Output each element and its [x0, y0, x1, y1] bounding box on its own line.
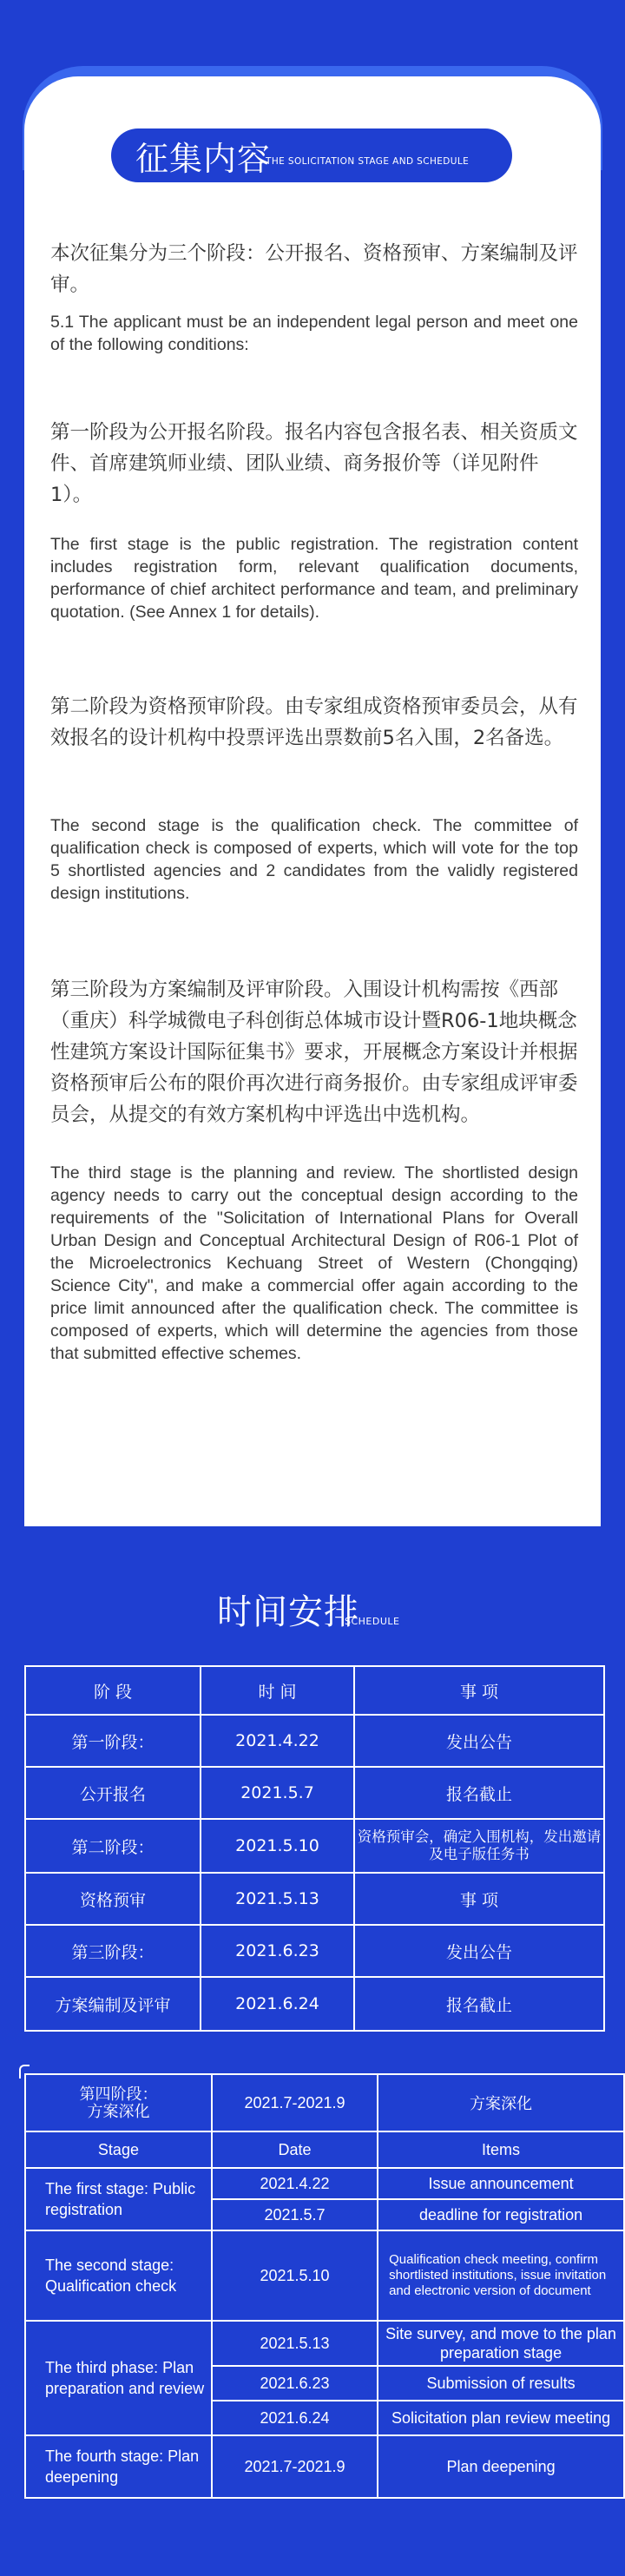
section-title-pill: [111, 128, 512, 182]
header-date: Date: [212, 2131, 378, 2168]
table-row: [25, 2321, 624, 2366]
stage2-en: The second stage is the qualification check. The committee of qualification check is composed of experts, which will vote for the top 5 shortlisted agencies and 2 candidates from the validly registered design institutions.: [50, 816, 578, 903]
stage3-en: The third stage is the planning and review. The shortlisted design agency needs to carry out the conceptual design according to the requirements of the "Solicitation of International Plans for Overall Urban Design and Conceptual Architectural Design of R06-1 Plot of the Microelectronics Kechuang Street of Western (Chongqing) Science City", and make a commercial offer again according to the price limit announced after the qualification check. The committee is composed of experts, which will determine the agencies from those that submitted effective schemes.: [50, 1163, 578, 1363]
intro-cn: 本次征集分为三个阶段：公开报名、资格预审、方案编制及评审。: [50, 242, 578, 296]
row-date: 2021.5.13: [212, 2321, 378, 2366]
table-row: [25, 2435, 624, 2498]
row-stage: 方案编制及评审: [25, 1977, 201, 2031]
row-date: 2021.7-2021.9: [212, 2074, 378, 2131]
row-date: 2021.4.22: [201, 1715, 354, 1767]
header-stage: Stage: [25, 2131, 212, 2168]
row-item: 报名截止: [354, 1767, 604, 1819]
row-item: Plan deepening: [378, 2435, 624, 2498]
header-date: 时 间: [201, 1666, 354, 1715]
row-stage: 第三阶段：: [25, 1925, 201, 1977]
row-date: 2021.6.24: [201, 1977, 354, 2031]
table-row: [25, 1819, 604, 1873]
row-stage: 第二阶段：: [25, 1819, 201, 1873]
table-row: [25, 1873, 604, 1925]
row-item: Submission of results: [378, 2366, 624, 2401]
stage1-en: The first stage is the public registration. The registration content includes registration form, relevant qualification documents, performance of chief architect performance and team, and preliminary quotation. (See Annex 1 for details).: [50, 535, 578, 622]
stage4-label-line1: 第四阶段：: [79, 2085, 158, 2103]
row-date: 2021.6.24: [212, 2401, 378, 2435]
intro-en: 5.1 The applicant must be an independent legal person and meet one of the following conditions:: [50, 313, 578, 354]
row-stage: [25, 2074, 212, 2131]
row-date: 2021.5.10: [212, 2230, 378, 2321]
row-item: Site survey, and move to the plan preparation stage: [378, 2321, 624, 2366]
stage3-cn: 第三阶段为方案编制及评审阶段。入围设计机构需按《西部（重庆）科学城微电子科创街总体城市设计暨R06-1地块概念性建筑方案设计国际征集书》要求，开展概念方案设计并根据资格预审后公布的限价再次进行商务报价。由专家组成评审委员会，从提交的有效方案机构中评选出中选机构。: [50, 978, 578, 1126]
table-row: [25, 2074, 624, 2131]
table-row: [25, 1715, 604, 1767]
row-item: Solicitation plan review meeting: [378, 2401, 624, 2435]
row-date: 2021.5.10: [201, 1819, 354, 1873]
row-stage: The fourth stage: Plan deepening: [25, 2435, 212, 2498]
schedule-table-cn: [24, 1665, 605, 2032]
row-item: deadline for registration: [378, 2199, 624, 2230]
schedule-title-cn: 时间安排: [217, 1592, 359, 1632]
table-row: [25, 1977, 604, 2031]
schedule-table-en: [24, 2073, 625, 2499]
table-row: [25, 2230, 624, 2321]
row-date: 2021.6.23: [201, 1925, 354, 1977]
header-items: Items: [378, 2131, 624, 2168]
stage1-cn: 第一阶段为公开报名阶段。报名内容包含报名表、相关资质文件、首席建筑师业绩、团队业绩、商务报价等（详见附件1）。: [50, 421, 578, 506]
row-stage: The first stage: Public registration: [25, 2168, 212, 2230]
table-header-row: [25, 1666, 604, 1715]
table-row: [25, 1925, 604, 1977]
table-header-row: [25, 2131, 624, 2168]
header-items: 事 项: [354, 1666, 604, 1715]
row-date: 2021.6.23: [212, 2366, 378, 2401]
row-date: 2021.7-2021.9: [212, 2435, 378, 2498]
stage2-cn: 第二阶段为资格预审阶段。由专家组成资格预审委员会，从有效报名的设计机构中投票评选出票数前5名入围，2名备选。: [50, 695, 578, 749]
row-item: Qualification check meeting, confirm shortlisted institutions, issue invitation and electronic version of document: [378, 2230, 624, 2321]
row-stage: The third phase: Plan preparation and review: [25, 2321, 212, 2435]
row-stage: 公开报名: [25, 1767, 201, 1819]
row-item: 报名截止: [354, 1977, 604, 2031]
row-stage: 第一阶段：: [25, 1715, 201, 1767]
content-card: [24, 76, 601, 1526]
row-stage: 资格预审: [25, 1873, 201, 1925]
row-item: 方案深化: [378, 2074, 624, 2131]
row-date: 2021.4.22: [212, 2168, 378, 2199]
row-stage: The second stage: Qualification check: [25, 2230, 212, 2321]
row-item: 发出公告: [354, 1925, 604, 1977]
row-date: 2021.5.13: [201, 1873, 354, 1925]
row-item: 事 项: [354, 1873, 604, 1925]
row-date: 2021.5.7: [201, 1767, 354, 1819]
section-title-cn: 征集内容: [135, 139, 272, 178]
row-date: 2021.5.7: [212, 2199, 378, 2230]
row-item: 发出公告: [354, 1715, 604, 1767]
table-row: [25, 1767, 604, 1819]
row-item: Issue announcement: [378, 2168, 624, 2199]
table-row: [25, 2168, 624, 2199]
stage4-label-line2: 方案深化: [87, 2103, 150, 2120]
section-title-en: THE SOLICITATION STAGE AND SCHEDULE: [266, 156, 470, 167]
row-item: 资格预审会，确定入围机构，发出邀请及电子版任务书: [354, 1819, 604, 1873]
header-stage: 阶 段: [25, 1666, 201, 1715]
schedule-title-en: SCHEDULE: [345, 1616, 400, 1627]
